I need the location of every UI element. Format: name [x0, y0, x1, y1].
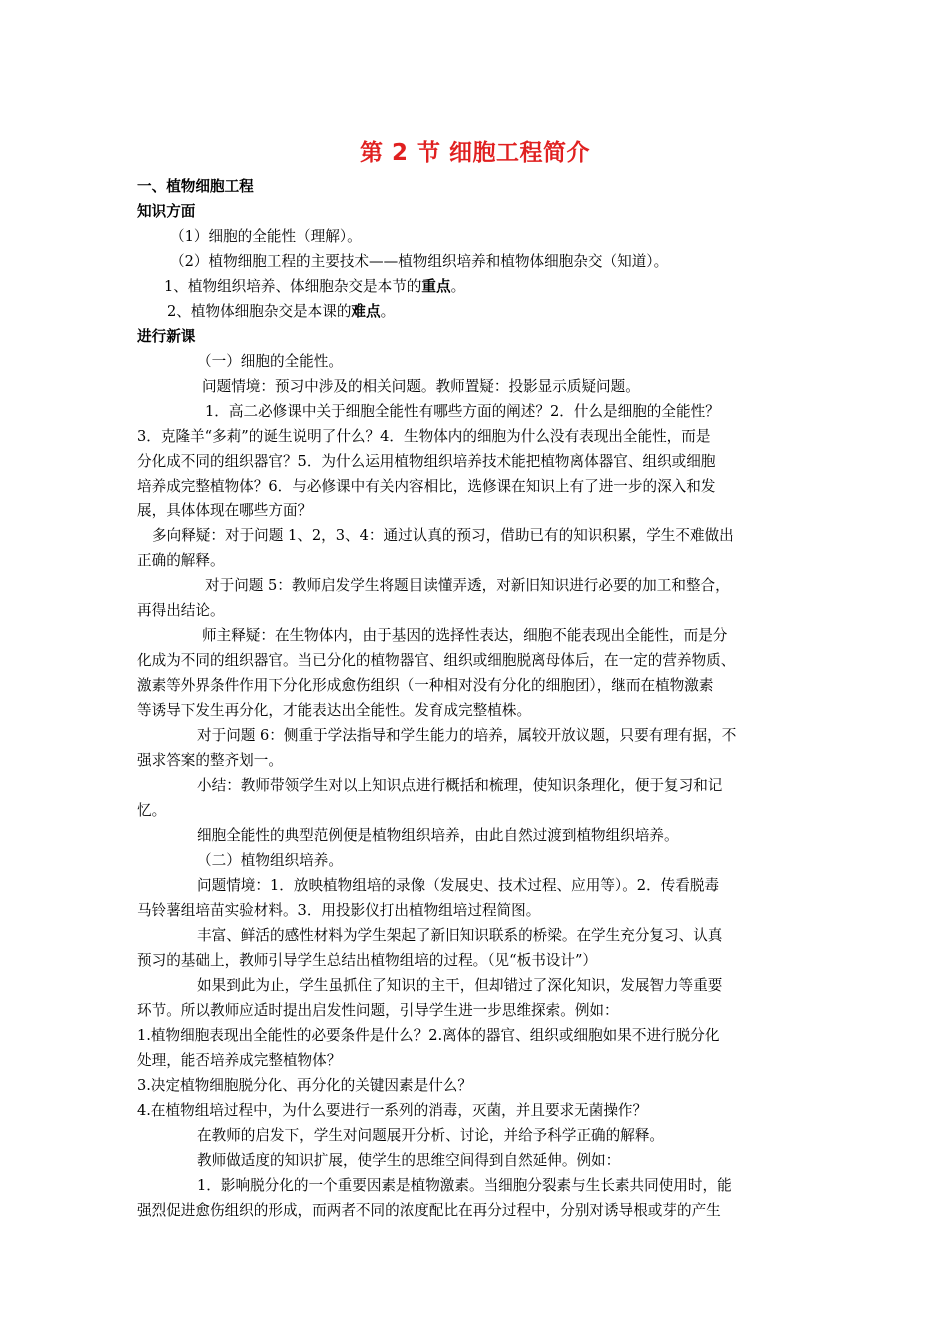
paragraph-line: 1．影响脱分化的一个重要因素是植物激素。当细胞分裂素与生长素共同使用时，能 — [197, 1177, 732, 1194]
paragraph-line: 马铃薯组培苗实验材料。3．用投影仪打出植物组培过程简图。 — [137, 902, 541, 919]
page-title: 第 2 节 细胞工程简介 — [359, 140, 591, 166]
paragraph-line: 忆。 — [137, 802, 167, 819]
subheading-knowledge: 知识方面 — [137, 203, 196, 220]
paragraph-line: 3.决定植物细胞脱分化、再分化的关键因素是什么？ — [137, 1077, 472, 1094]
text-span: 2、植物体细胞杂交是本课的 — [167, 303, 352, 320]
paragraph-line: 3．克隆羊“多莉”的诞生说明了什么？4．生物体内的细胞为什么没有表现出全能性，而是 — [137, 428, 711, 445]
paragraph-line: （二）植物组织培养。 — [197, 852, 343, 869]
paragraph-line: 预习的基础上，教师引导学生总结出植物组培的过程。（见“板书设计”） — [137, 952, 598, 969]
paragraph-line: 展，具体体现在哪些方面？ — [137, 502, 313, 519]
text-span: 1、植物组织培养、体细胞杂交是本节的 — [164, 278, 422, 295]
paragraph-line-key-point — [164, 277, 844, 297]
paragraph-line: 对于问题 5：教师启发学生将题目读懂弄透，对新旧知识进行必要的加工和整合， — [205, 577, 730, 594]
paragraph-line: 培养成完整植物体？6．与必修课中有关内容相比，选修课在知识上有了进一步的深入和发 — [137, 478, 716, 495]
paragraph-line: 在教师的启发下，学生对问题展开分析、讨论，并给予科学正确的解释。 — [197, 1127, 665, 1144]
paragraph-line: 等诱导下发生再分化，才能表达出全能性。发育成完整植株。 — [137, 702, 532, 719]
paragraph-line: （一）细胞的全能性。 — [197, 353, 343, 370]
paragraph-line: 多向释疑：对于问题 1、2，3、4：通过认真的预习，借助已有的知识积累，学生不难做出 — [152, 527, 734, 544]
subheading-new-lesson: 进行新课 — [137, 328, 196, 345]
paragraph-line: 对于问题 6：侧重于学法指导和学生能力的培养，属较开放议题，只要有理有据，不 — [197, 727, 737, 744]
paragraph-line: 细胞全能性的典型范例便是植物组织培养，由此自然过渡到植物组织培养。 — [197, 827, 679, 844]
paragraph-line: 环节。所以教师应适时提出启发性问题，引导学生进一步思维探索。例如： — [137, 1002, 619, 1019]
paragraph-line: 4.在植物组培过程中，为什么要进行一系列的消毒，灭菌，并且要求无菌操作？ — [137, 1102, 648, 1119]
paragraph-line: 化成为不同的组织器官。当已分化的植物器官、组织或细胞脱离母体后，在一定的营养物质、 — [137, 652, 736, 669]
emphasis-text: 重点 — [421, 278, 451, 295]
paragraph-line: 小结：教师带领学生对以上知识点进行概括和梳理，使知识条理化，便于复习和记 — [197, 777, 723, 794]
paragraph-line: 问题情境：1．放映植物组培的录像（发展史、技术过程、应用等）。2．传看脱毒 — [197, 877, 720, 894]
paragraph-line: （2）植物细胞工程的主要技术——植物组织培养和植物体细胞杂交（知道）。 — [170, 253, 669, 270]
paragraph-line: 处理，能否培养成完整植物体？ — [137, 1052, 342, 1069]
paragraph-line: 再得出结论。 — [137, 602, 225, 619]
paragraph-line: （1）细胞的全能性（理解）。 — [170, 228, 362, 245]
text-span: 。 — [380, 303, 396, 320]
paragraph-line: 问题情境：预习中涉及的相关问题。教师置疑：投影显示质疑问题。 — [202, 378, 640, 395]
section-heading: 一、植物细胞工程 — [137, 178, 254, 195]
text-span: 。 — [450, 278, 466, 295]
paragraph-line: 正确的解释。 — [137, 552, 225, 569]
paragraph-line: 1.植物细胞表现出全能性的必要条件是什么？2.离体的器官、组织或细胞如果不进行脱分化 — [137, 1027, 720, 1044]
paragraph-line: 强烈促进愈伤组织的形成，而两者不同的浓度配比在再分过程中，分别对诱导根或芽的产生 — [137, 1202, 721, 1219]
paragraph-line: 1．高二必修课中关于细胞全能性有哪些方面的阐述？2．什么是细胞的全能性？ — [205, 403, 720, 420]
paragraph-line: 丰富、鲜活的感性材料为学生架起了新旧知识联系的桥梁。在学生充分复习、认真 — [197, 927, 723, 944]
paragraph-line: 师主释疑：在生物体内，由于基因的选择性表达，细胞不能表现出全能性，而是分 — [202, 627, 728, 644]
paragraph-line: 教师做适度的知识扩展，使学生的思维空间得到自然延伸。例如： — [197, 1152, 621, 1169]
emphasis-text: 难点 — [351, 303, 381, 320]
paragraph-line: 激素等外界条件作用下分化形成愈伤组织（一种相对没有分化的细胞团），继而在植物激素 — [137, 677, 714, 694]
paragraph-line: 分化成不同的组织器官？5．为什么运用植物组织培养技术能把植物离体器官、组织或细胞 — [137, 453, 716, 470]
paragraph-line-difficulty — [167, 302, 847, 322]
paragraph-line: 强求答案的整齐划一。 — [137, 752, 283, 769]
paragraph-line: 如果到此为止，学生虽抓住了知识的主干，但却错过了深化知识，发展智力等重要 — [197, 977, 723, 994]
